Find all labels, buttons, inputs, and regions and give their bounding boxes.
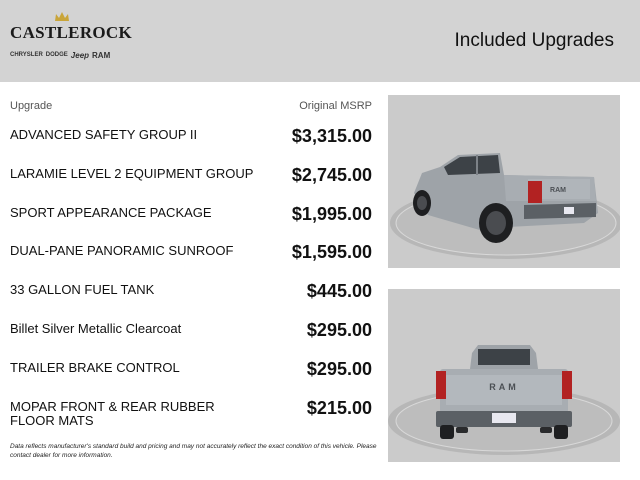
ram-logo: RAM [92,50,111,60]
upgrade-price: $295.00 [306,319,372,340]
header-bar [0,0,640,82]
upgrade-price: $215.00 [306,397,372,418]
upgrade-price: $445.00 [306,281,372,302]
jeep-logo: Jeep [70,50,90,60]
tailgate-badge: RAM [550,187,566,194]
upgrade-price: $2,745.00 [291,164,372,185]
vehicle-photo-rear[interactable] [388,289,620,462]
upgrade-name: TRAILER BRAKE CONTROL [10,359,180,375]
crown-icon [54,12,70,22]
upgrades-list [10,126,372,436]
upgrade-name: Billet Silver Metallic Clearcoat [10,320,182,336]
upgrade-price: $1,595.00 [291,242,372,263]
disclaimer-text: Data reflects manufacturer's standard build and pricing and may not accurately reflect the exact condition of this vehicle. Please contact dealer for more information. [10,443,377,459]
upgrade-column-header: Upgrade [10,100,53,112]
upgrade-price: $1,995.00 [291,203,372,224]
dealer-logo[interactable] [10,12,133,64]
dodge-logo: DODGE [45,52,68,58]
column-headers [10,100,372,114]
truck-rear-quarter-image [388,95,620,268]
chrysler-logo: CHRYSLER [10,52,43,58]
upgrade-name: ADVANCED SAFETY GROUP II [10,127,198,142]
upgrade-row [10,281,372,320]
tailgate-badge: RAM [489,382,519,392]
msrp-column-header: Original MSRP [299,100,372,112]
upgrade-name: SPORT APPEARANCE PACKAGE [10,204,212,220]
upgrade-row [10,359,372,398]
upgrade-price: $3,315.00 [291,126,372,146]
upgrade-row [10,204,372,243]
upgrade-name: LARAMIE LEVEL 2 EQUIPMENT GROUP [10,165,254,181]
page-title: Included Upgrades [454,30,614,51]
upgrade-name: DUAL-PANE PANORAMIC SUNROOF [10,243,234,259]
truck-rear-image [388,289,620,462]
upgrade-row [10,165,372,204]
upgrade-row [10,242,372,281]
sub-brand-logos [10,48,120,62]
upgrade-row [10,398,372,437]
vehicle-photo-rear-quarter[interactable] [388,95,620,268]
upgrade-price: $295.00 [306,358,372,379]
upgrade-row [10,320,372,359]
upgrade-name: MOPAR FRONT & REAR RUBBER FLOOR MATS [10,398,215,428]
upgrade-row [10,126,372,165]
upgrade-name: 33 GALLON FUEL TANK [10,282,155,298]
logo-brand-name: CASTLEROCK [10,23,133,42]
